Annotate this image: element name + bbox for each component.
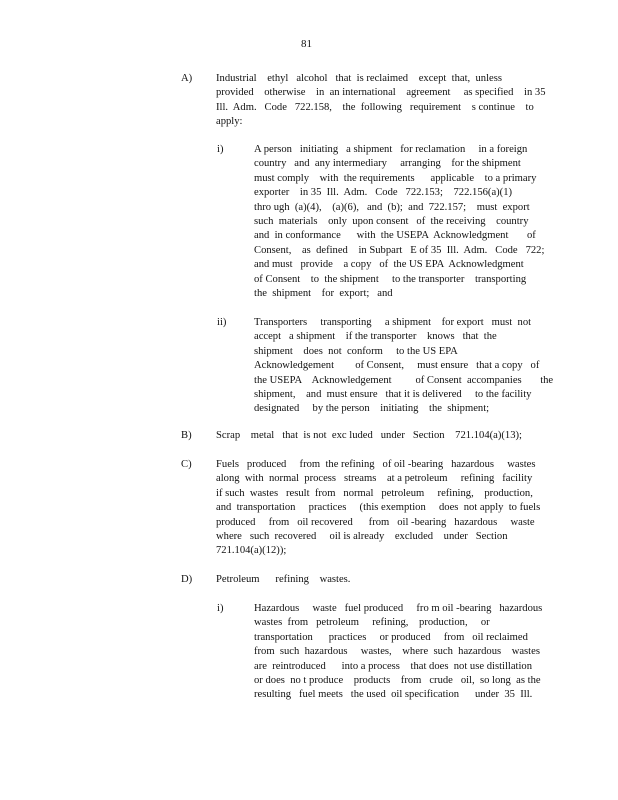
text-line: thro ugh (a)(4), (a)(6), and (b); and 722.157; must export: [254, 201, 530, 213]
text-line: exporter in 35 Ill. Adm. Code 722.153; 722.156(a)(1): [254, 187, 513, 199]
text-line: Scrap metal that is not exc luded under Section 721.104(a)(13);: [216, 430, 522, 441]
subitem-text-d-i: [254, 602, 544, 703]
text-line: country and any intermediary arranging for the shipment: [254, 158, 521, 170]
text-line: Hazardous waste fuel produced fro m oil -bearing hazardous: [254, 603, 543, 614]
page-number: 81: [301, 38, 312, 50]
text-line: 721.104(a)(12));: [216, 545, 287, 557]
text-line: and in conformance with the USEPA Acknowledgment of: [254, 230, 536, 242]
item-text-b: [216, 429, 536, 443]
item-label-c: C): [181, 459, 192, 470]
text-line: provided otherwise in an international agreement as specified in 35: [216, 87, 546, 99]
subitem-label-d-i: i): [217, 603, 224, 614]
text-line: wastes from petroleum refining, production, or: [254, 617, 490, 629]
text-line: such materials only upon consent of the receiving country: [254, 216, 529, 228]
item-text-c: [216, 458, 541, 559]
text-line: Transporters transporting a shipment for export must not: [254, 317, 532, 328]
text-line: Petroleum refining wastes.: [216, 574, 351, 585]
item-label-a: A): [181, 73, 193, 84]
text-line: apply:: [216, 116, 243, 128]
text-line: Ill. Adm. Code 722.158, the following requirement s continue to: [216, 101, 534, 113]
text-line: along with normal process streams at a petroleum refining facility: [216, 473, 533, 485]
text-line: and must provide a copy of the US EPA Acknowledgment: [254, 259, 524, 271]
text-line: if such wastes result from normal petroleum refining, production,: [216, 487, 533, 499]
subitem-label-a-ii: ii): [217, 317, 227, 328]
text-line: produced from oil recovered from oil -bearing hazardous waste: [216, 516, 535, 528]
text-line: accept a shipment if the transporter knows that the: [254, 331, 497, 343]
text-line: Consent, as defined in Subpart E of 35 Ill. Adm. Code 722;: [254, 244, 545, 256]
text-line: where such recovered oil is already excluded under Section: [216, 531, 508, 543]
subitem-label-a-i: i): [217, 144, 224, 155]
text-line: designated by the person initiating the shipment;: [254, 403, 490, 415]
text-line: are reintroduced into a process that does not use distillation: [254, 660, 533, 672]
subitem-text-a-i: [254, 143, 544, 301]
item-text-d: [216, 573, 536, 587]
text-line: must comply with the requirements applicable to a primary: [254, 172, 537, 184]
text-line: resulting fuel meets the used oil specification under 35 Ill.: [254, 689, 533, 701]
text-line: the USEPA Acknowledgement of Consent accompanies the: [254, 374, 554, 386]
text-line: shipment does not conform to the US EPA: [254, 345, 458, 357]
text-line: from such hazardous wastes, where such hazardous wastes: [254, 646, 540, 658]
text-line: and transportation practices (this exemption does not apply to fuels: [216, 502, 541, 514]
item-label-d: D): [181, 574, 193, 585]
item-text-a: [216, 72, 546, 130]
text-line: A person initiating a shipment for reclamation in a foreign: [254, 144, 528, 155]
text-line: Acknowledgement of Consent, must ensure that a copy of: [254, 360, 540, 372]
text-line: shipment, and must ensure that it is delivered to the facility: [254, 389, 532, 401]
text-line: Fuels produced from the refining of oil -bearing hazardous wastes: [216, 459, 536, 470]
text-line: the shipment for export; and: [254, 288, 393, 300]
text-line: Industrial ethyl alcohol that is reclaimed except that, unless: [216, 73, 502, 84]
text-line: or does no t produce products from crude oil, so long as the: [254, 675, 541, 687]
subitem-text-a-ii: [254, 316, 554, 417]
item-label-b: B): [181, 430, 192, 441]
text-line: of Consent to the shipment to the transporter transporting: [254, 273, 527, 285]
text-line: transportation practices or produced from oil reclaimed: [254, 631, 528, 643]
